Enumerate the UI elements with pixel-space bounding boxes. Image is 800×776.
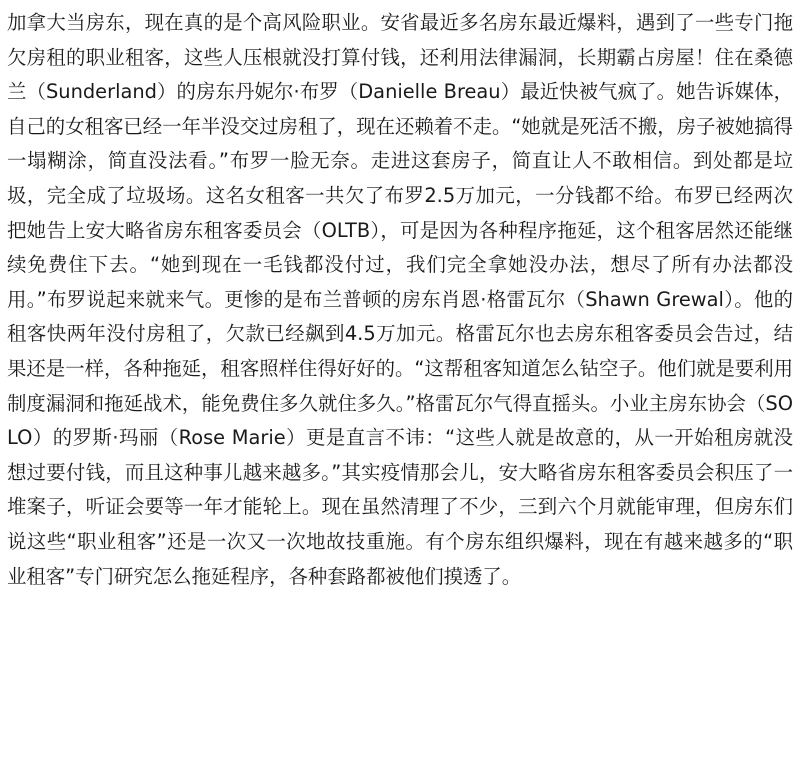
- article-body: [7, 6, 793, 594]
- article-paragraph: 加拿大当房东，现在真的是个高风险职业。安省最近多名房东最近爆料，遇到了一些专门拖欠房租的职业租客，这些人压根就没打算付钱，还利用法律漏洞，长期霸占房屋！住在桑德兰（Sunderland）的房东丹妮尔·布罗（Danielle Breau）最近快被气疯了。她告诉媒体，自己的女租客已经一年半没交过房租了，现在还赖着不走。“她就是死活不搬，房子被她搞得一塌糊涂，简直没法看。”布罗一脸无奈。走进这套房子，简直让人不敢相信。到处都是垃圾，完全成了垃圾场。这名女租客一共欠了布罗2.5万加元，一分钱都不给。布罗已经两次把她告上安大略省房东租客委员会（OLTB），可是因为各种程序拖延，这个租客居然还能继续免费住下去。“她到现在一毛钱都没付过，我们完全拿她没办法，想尽了所有办法都没用。”布罗说起来就来气。更惨的是布兰普顿的房东肖恩·格雷瓦尔（Shawn Grewal）。他的租客快两年没付房租了，欠款已经飙到4.5万加元。格雷瓦尔也去房东租客委员会告过，结果还是一样，各种拖延，租客照样住得好好的。“这帮租客知道怎么钻空子。他们就是要利用制度漏洞和拖延战术，能免费住多久就住多久。”格雷瓦尔气得直摇头。小业主房东协会（SOLO）的罗斯·玛丽（Rose Marie）更是直言不讳：“这些人就是故意的，从一开始租房就没想过要付钱，而且这种事儿越来越多。”其实疫情那会儿，安大略省房东租客委员会积压了一堆案子，听证会要等一年才能轮上。现在虽然清理了不少，三到六个月就能审理，但房东们说这些“职业租客”还是一次又一次地故技重施。有个房东组织爆料，现在有越来越多的“职业租客”专门研究怎么拖延程序，各种套路都被他们摸透了。: [7, 11, 793, 588]
